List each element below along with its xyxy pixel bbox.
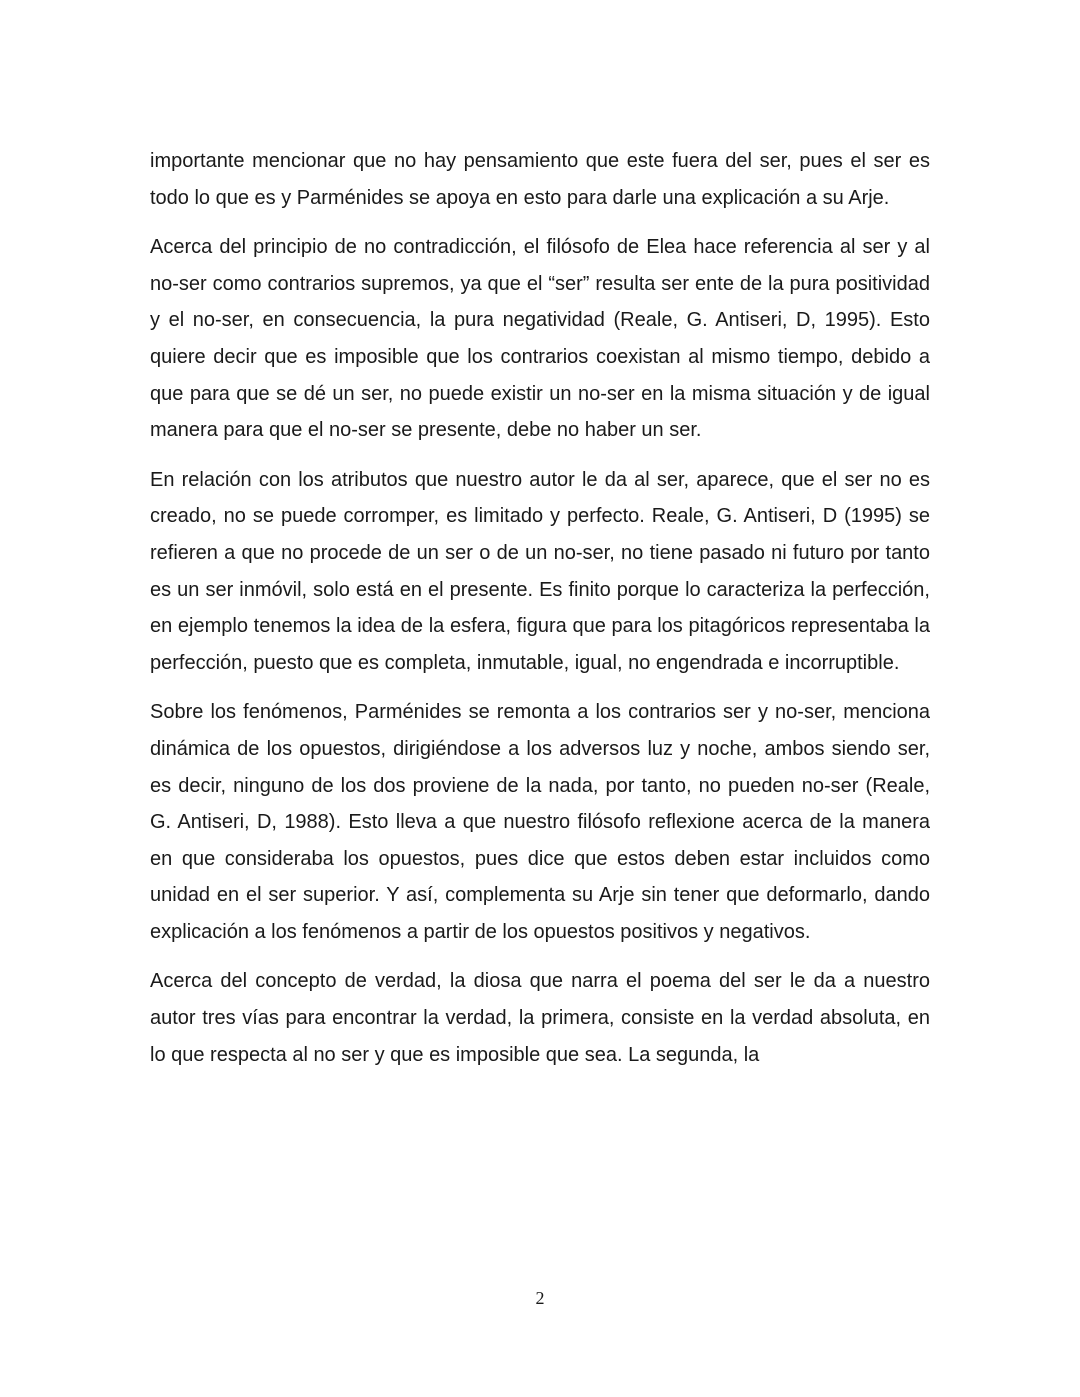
paragraph-1: importante mencionar que no hay pensamiento que este fuera del ser, pues el ser es todo lo que es y Parménides se apoya en esto para darle una explicación a su Arje. <box>150 150 930 209</box>
paragraph-5: Acerca del concepto de verdad, la diosa que narra el poema del ser le da a nuestro autor tres vías para encontrar la verdad, la primera, consiste en la verdad absoluta, en lo que respecta al no ser y que es imposible que sea. La segunda, la <box>150 970 930 1066</box>
page-number: 2 <box>535 1288 545 1308</box>
paragraph-4: Sobre los fenómenos, Parménides se remonta a los contrarios ser y no-ser, menciona dinámica de los opuestos, dirigiéndose a los adversos luz y noche, ambos siendo ser, es decir, ninguno de los dos proviene de la nada, por tanto, no pueden no-ser (Reale, G. Antiseri, D, 1988). Esto lleva a que nuestro filósofo reflexione acerca de la manera en que consideraba los opuestos, pues dice que estos deben estar incluidos como unidad en el ser superior. Y así, complementa su Arje sin tener que deformarlo, dando explicación a los fenómenos a partir de los opuestos positivos y negativos. <box>150 701 930 943</box>
paragraph-3: En relación con los atributos que nuestro autor le da al ser, aparece, que el ser no es creado, no se puede corromper, es limitado y perfecto. Reale, G. Antiseri, D (1995) se refieren a que no procede de un ser o de un no-ser, no tiene pasado ni futuro por tanto es un ser inmóvil, solo está en el presente. Es finito porque lo caracteriza la perfección, en ejemplo tenemos la idea de la esfera, figura que para los pitagóricos representaba la perfección, puesto que es completa, inmutable, igual, no engendrada e incorruptible. <box>150 468 930 674</box>
page-body <box>150 143 930 1086</box>
paragraph-2: Acerca del principio de no contradicción, el filósofo de Elea hace referencia al ser y al no-ser como contrarios supremos, ya que el “ser” resulta ser ente de la pura positividad y el no-ser, en consecuencia, la pura negatividad (Reale, G. Antiseri, D, 1995). Esto quiere decir que es imposible que los contrarios coexistan al mismo tiempo, debido a que para que se dé un ser, no puede existir un no-ser en la misma situación y de igual manera para que el no-ser se presente, debe no haber un ser. <box>150 236 930 442</box>
